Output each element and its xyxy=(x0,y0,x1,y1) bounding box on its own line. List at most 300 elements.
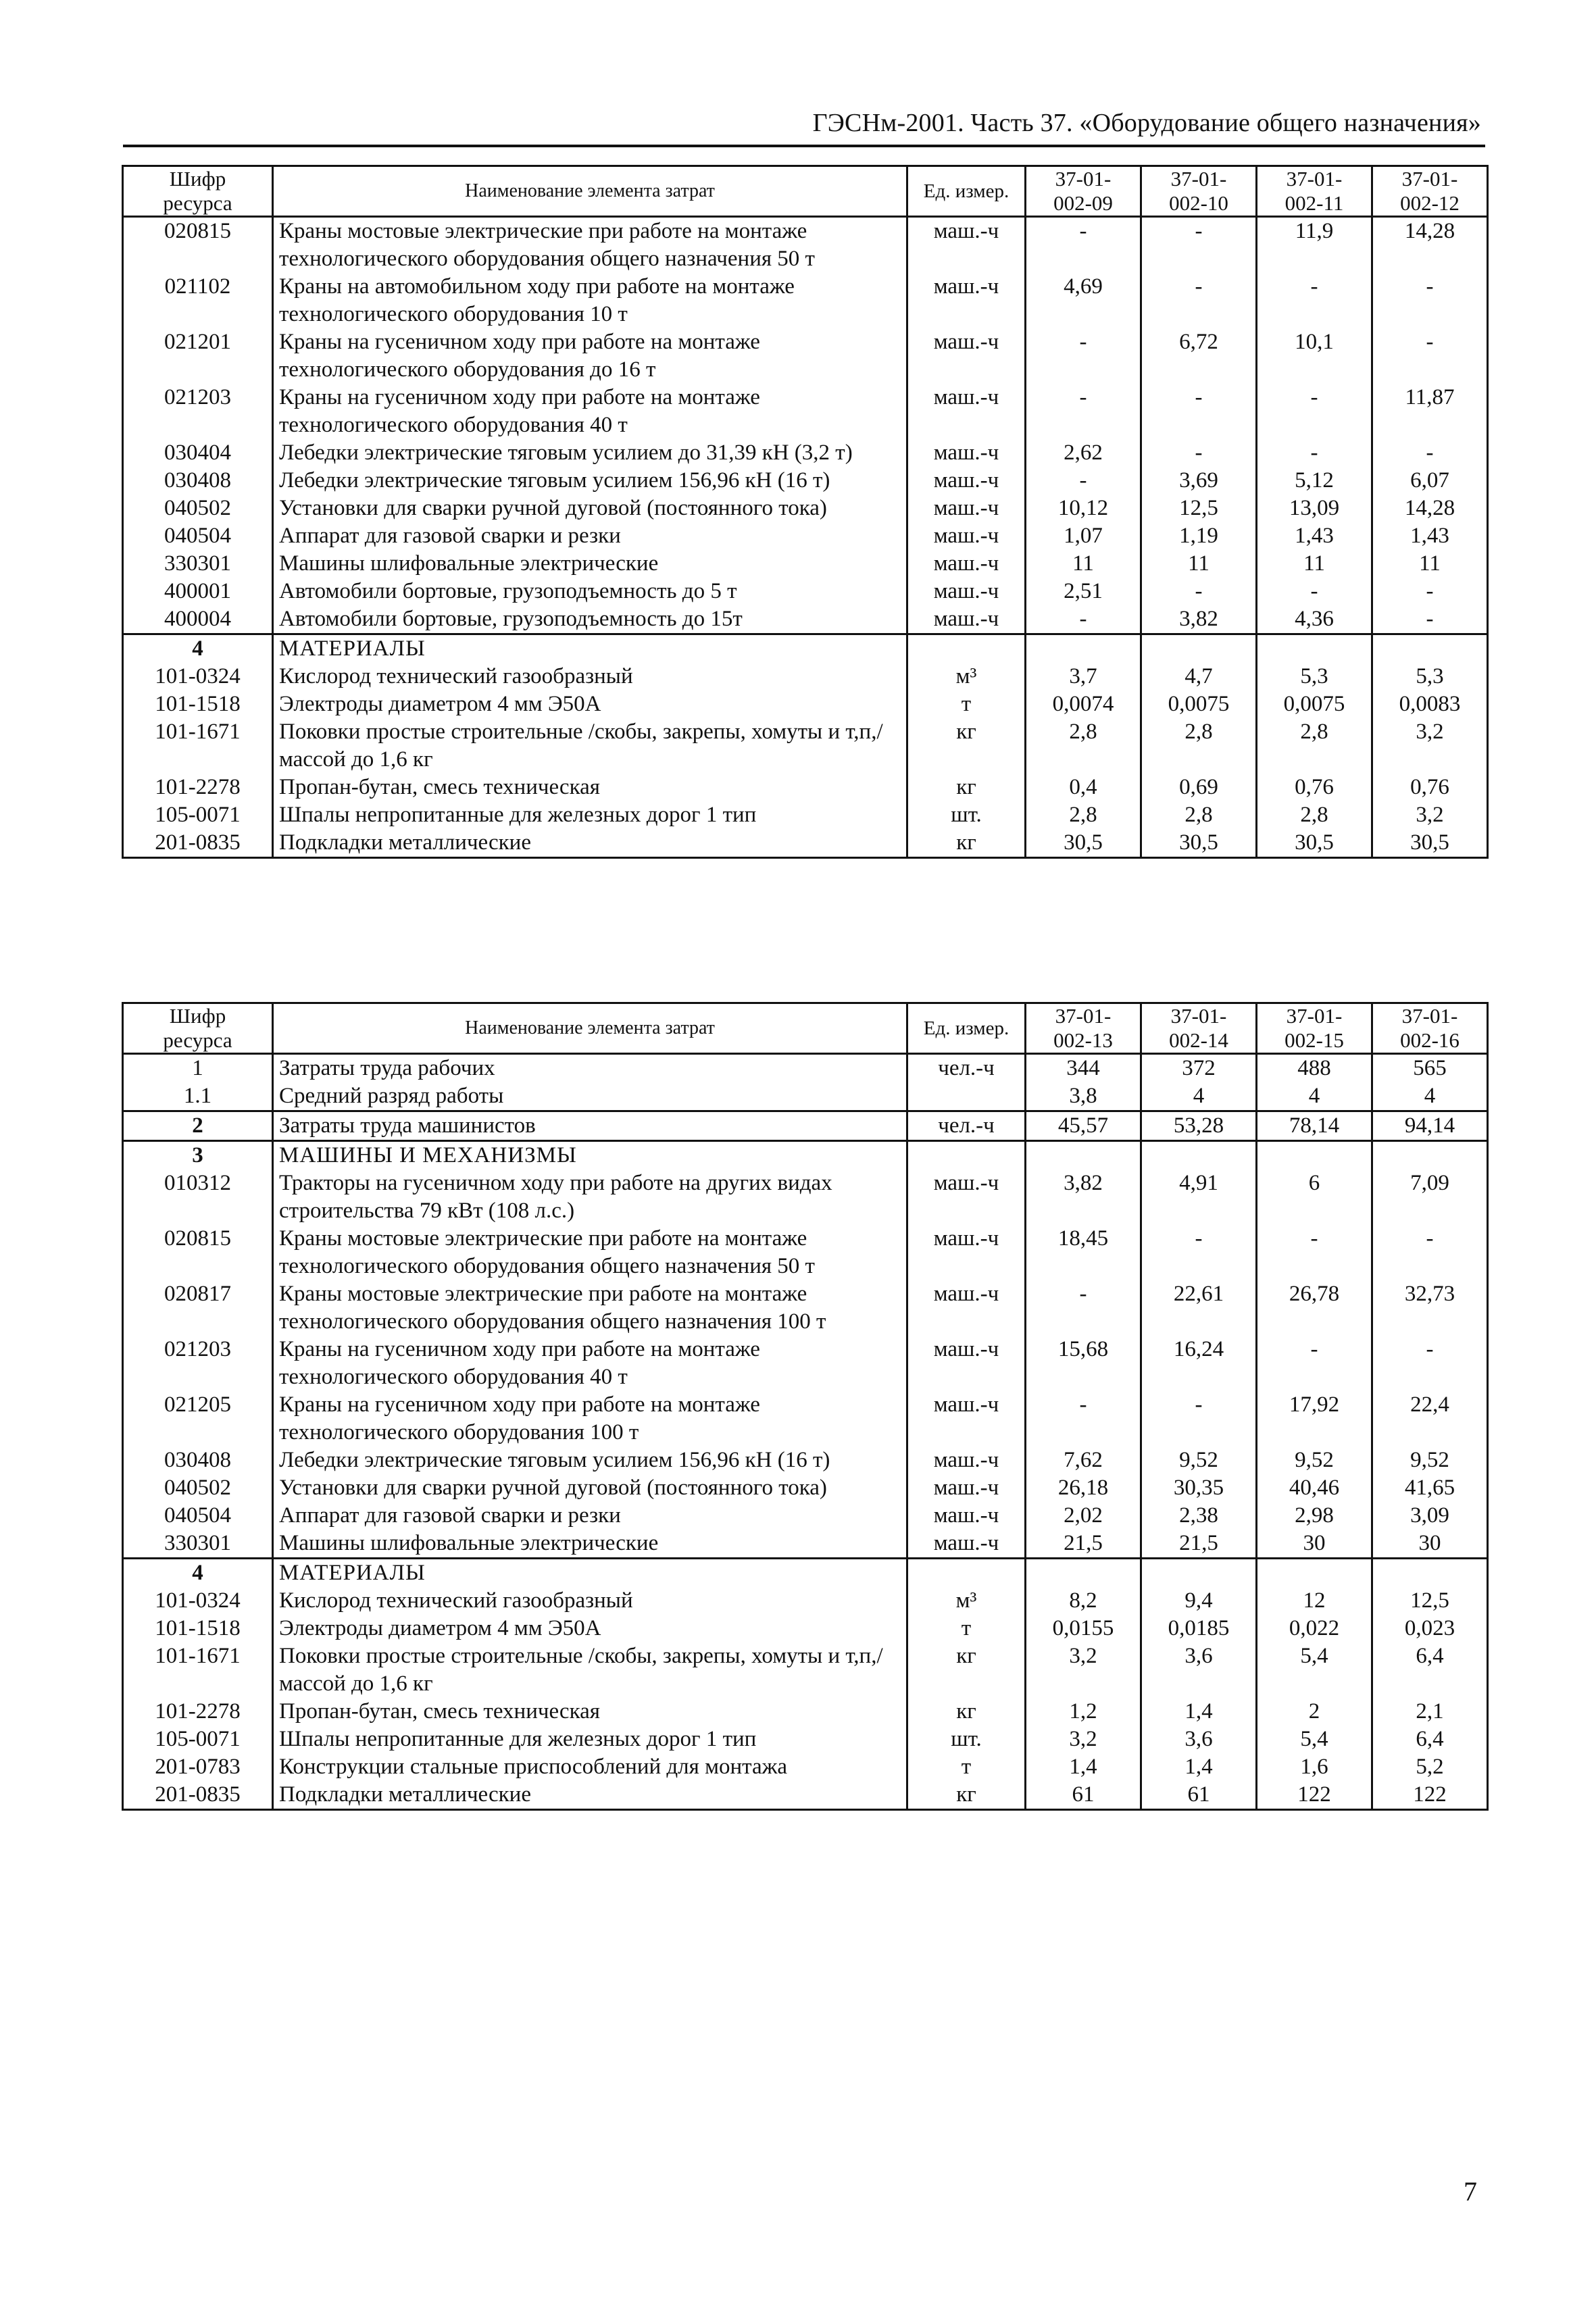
norm-value: - xyxy=(1141,578,1257,605)
resource-code: 400004 xyxy=(123,605,273,634)
norm-value: 3,6 xyxy=(1141,1642,1257,1698)
norm-value: 11 xyxy=(1141,550,1257,578)
norm-value: 3,8 xyxy=(1026,1082,1141,1111)
cost-element-name: Аппарат для газовой сварки и резки xyxy=(273,1502,907,1530)
cost-element-name: Аппарат для газовой сварки и резки xyxy=(273,522,907,550)
table-row xyxy=(123,1474,1488,1502)
norm-value: 26,18 xyxy=(1026,1474,1141,1502)
norm-value: 61 xyxy=(1141,1781,1257,1810)
table-row xyxy=(123,1502,1488,1530)
resource-code: 020815 xyxy=(123,1225,273,1280)
table-row xyxy=(123,1336,1488,1391)
norm-value: 40,46 xyxy=(1257,1474,1372,1502)
norm-value: 0,76 xyxy=(1257,774,1372,801)
norm-value: 2,1 xyxy=(1372,1698,1488,1726)
unit-of-measure xyxy=(907,1559,1026,1588)
page-number: 7 xyxy=(1464,2176,1477,2207)
norm-value: 30,35 xyxy=(1141,1474,1257,1502)
table-row xyxy=(123,774,1488,801)
resource-code: 201-0835 xyxy=(123,829,273,858)
norm-value: - xyxy=(1141,1391,1257,1447)
norm-value xyxy=(1026,1141,1141,1170)
table-section-row xyxy=(123,1141,1488,1170)
norm-value: - xyxy=(1257,439,1372,467)
norm-value: 5,3 xyxy=(1372,663,1488,690)
norm-value xyxy=(1372,634,1488,663)
col-line2: 002-16 xyxy=(1400,1028,1460,1052)
norm-value: 2 xyxy=(1257,1698,1372,1726)
norm-value: 18,45 xyxy=(1026,1225,1141,1280)
norm-value: - xyxy=(1026,467,1141,495)
header-rule xyxy=(123,145,1485,147)
resource-code: 105-0071 xyxy=(123,801,273,829)
resource-code: 4 xyxy=(123,1559,273,1588)
norm-value: 0,0185 xyxy=(1141,1615,1257,1642)
table-row xyxy=(123,439,1488,467)
norm-value: 21,5 xyxy=(1026,1530,1141,1559)
resource-code: 3 xyxy=(123,1141,273,1170)
unit-of-measure: кг xyxy=(907,1781,1026,1810)
resource-code: 030408 xyxy=(123,467,273,495)
table-header-row xyxy=(123,166,1488,217)
norm-value: 4,36 xyxy=(1257,605,1372,634)
unit-of-measure: маш.-ч xyxy=(907,1502,1026,1530)
norm-value: 4,91 xyxy=(1141,1169,1257,1225)
table-row xyxy=(123,495,1488,522)
resource-code: 030404 xyxy=(123,439,273,467)
table-row xyxy=(123,663,1488,690)
norm-value: 3,82 xyxy=(1026,1169,1141,1225)
header-column-3 xyxy=(1257,1003,1372,1054)
table-row xyxy=(123,384,1488,439)
table-row xyxy=(123,1615,1488,1642)
cost-element-name: Пропан-бутан, смесь техническая xyxy=(273,774,907,801)
cost-element-name: Машины шлифовальные электрические xyxy=(273,1530,907,1559)
norm-value: 5,4 xyxy=(1257,1726,1372,1753)
norm-value: 122 xyxy=(1257,1781,1372,1810)
cost-element-name: МАШИНЫ И МЕХАНИЗМЫ xyxy=(273,1141,907,1170)
norm-value: 2,98 xyxy=(1257,1502,1372,1530)
norm-value: 4 xyxy=(1257,1082,1372,1111)
unit-of-measure: маш.-ч xyxy=(907,1336,1026,1391)
resource-code: 040504 xyxy=(123,1502,273,1530)
unit-of-measure: маш.-ч xyxy=(907,217,1026,274)
norm-value: 1,43 xyxy=(1257,522,1372,550)
col-line1: 37-01- xyxy=(1055,167,1112,191)
norm-value: 61 xyxy=(1026,1781,1141,1810)
norm-value: 1,6 xyxy=(1257,1753,1372,1781)
norm-value: 2,8 xyxy=(1257,718,1372,774)
cost-element-name: Поковки простые строительные /скобы, закрепы, хомуты и т,п,/ массой до 1,6 кг xyxy=(273,718,907,774)
header-code-line2: ресурса xyxy=(163,1028,232,1052)
header-unit: Ед. измер. xyxy=(907,1003,1026,1054)
norm-value: 4,69 xyxy=(1026,273,1141,328)
norm-value: - xyxy=(1372,1225,1488,1280)
norm-value: 4 xyxy=(1372,1082,1488,1111)
table-row xyxy=(123,578,1488,605)
cost-element-name: Краны мостовые электрические при работе на монтаже технологического оборудования общего назначения 50 т xyxy=(273,217,907,274)
norm-value: 4,7 xyxy=(1141,663,1257,690)
cost-element-name: Кислород технический газообразный xyxy=(273,663,907,690)
cost-element-name: Тракторы на гусеничном ходу при работе на других видах строительства 79 кВт (108 л.с.) xyxy=(273,1169,907,1225)
norm-value: 3,6 xyxy=(1141,1726,1257,1753)
resource-code: 040504 xyxy=(123,522,273,550)
table-row xyxy=(123,690,1488,718)
norm-value: 2,02 xyxy=(1026,1502,1141,1530)
table-section-row xyxy=(123,1559,1488,1588)
cost-element-name: Установки для сварки ручной дуговой (постоянного тока) xyxy=(273,1474,907,1502)
cost-element-name: Машины шлифовальные электрические xyxy=(273,550,907,578)
table-body xyxy=(123,1054,1488,1810)
norm-value: 0,022 xyxy=(1257,1615,1372,1642)
norm-value: - xyxy=(1141,217,1257,274)
col-line1: 37-01- xyxy=(1055,1004,1112,1028)
col-line1: 37-01- xyxy=(1401,1004,1458,1028)
norm-value: - xyxy=(1026,1391,1141,1447)
norm-value: 1,4 xyxy=(1141,1753,1257,1781)
cost-element-name: Поковки простые строительные /скобы, закрепы, хомуты и т,п,/ массой до 1,6 кг xyxy=(273,1642,907,1698)
unit-of-measure: кг xyxy=(907,1698,1026,1726)
norm-value: 11,9 xyxy=(1257,217,1372,274)
norm-value: 372 xyxy=(1141,1054,1257,1083)
norm-value: - xyxy=(1026,1280,1141,1336)
norm-value: 30,5 xyxy=(1141,829,1257,858)
norm-value xyxy=(1372,1559,1488,1588)
resource-code: 2 xyxy=(123,1111,273,1141)
unit-of-measure: маш.-ч xyxy=(907,439,1026,467)
norm-value: 344 xyxy=(1026,1054,1141,1083)
cost-element-name: Установки для сварки ручной дуговой (постоянного тока) xyxy=(273,495,907,522)
unit-of-measure: т xyxy=(907,1615,1026,1642)
unit-of-measure: чел.-ч xyxy=(907,1054,1026,1083)
table-row xyxy=(123,1726,1488,1753)
cost-element-name: Краны на гусеничном ходу при работе на монтаже технологического оборудования 40 т xyxy=(273,384,907,439)
norm-value xyxy=(1257,1559,1372,1588)
norm-value: - xyxy=(1257,273,1372,328)
norm-value xyxy=(1141,1141,1257,1170)
norm-value xyxy=(1026,1559,1141,1588)
cost-element-name: Краны на гусеничном ходу при работе на монтаже технологического оборудования до 16 т xyxy=(273,328,907,384)
norm-value: 14,28 xyxy=(1372,217,1488,274)
norm-value: 1,4 xyxy=(1141,1698,1257,1726)
resource-code: 101-1671 xyxy=(123,718,273,774)
norm-value: 5,12 xyxy=(1257,467,1372,495)
resource-code: 105-0071 xyxy=(123,1726,273,1753)
norm-value: 4 xyxy=(1141,1082,1257,1111)
norm-value: 6,4 xyxy=(1372,1642,1488,1698)
table-row xyxy=(123,1082,1488,1111)
header-unit: Ед. измер. xyxy=(907,166,1026,217)
resource-code: 330301 xyxy=(123,1530,273,1559)
norm-value: 9,52 xyxy=(1257,1447,1372,1474)
norm-value: 2,8 xyxy=(1026,801,1141,829)
norm-value: 3,2 xyxy=(1026,1642,1141,1698)
cost-element-name: Краны на автомобильном ходу при работе на монтаже технологического оборудования 10 т xyxy=(273,273,907,328)
cost-element-name: Краны на гусеничном ходу при работе на монтаже технологического оборудования 100 т xyxy=(273,1391,907,1447)
header-column-2 xyxy=(1141,1003,1257,1054)
col-line1: 37-01- xyxy=(1286,1004,1343,1028)
norm-value xyxy=(1257,634,1372,663)
cost-element-name: Подкладки металлические xyxy=(273,829,907,858)
cost-element-name: Пропан-бутан, смесь техническая xyxy=(273,1698,907,1726)
norm-value xyxy=(1257,1141,1372,1170)
col-line2: 002-15 xyxy=(1285,1028,1344,1052)
cost-element-name: Затраты труда машинистов xyxy=(273,1111,907,1141)
page-header-title: ГЭСНм-2001. Часть 37. «Оборудование общего назначения» xyxy=(812,109,1481,137)
header-column-3 xyxy=(1257,166,1372,217)
table-row xyxy=(123,1781,1488,1810)
norm-value: 2,51 xyxy=(1026,578,1141,605)
norm-value: - xyxy=(1257,1336,1372,1391)
norm-value: 7,62 xyxy=(1026,1447,1141,1474)
resource-code: 010312 xyxy=(123,1169,273,1225)
header-code xyxy=(123,1003,273,1054)
unit-of-measure: маш.-ч xyxy=(907,384,1026,439)
norm-value: - xyxy=(1372,1336,1488,1391)
unit-of-measure: т xyxy=(907,1753,1026,1781)
table-row xyxy=(123,801,1488,829)
unit-of-measure: кг xyxy=(907,774,1026,801)
norm-value: 41,65 xyxy=(1372,1474,1488,1502)
norm-value: - xyxy=(1257,384,1372,439)
norm-value: 6,07 xyxy=(1372,467,1488,495)
header-column-4 xyxy=(1372,1003,1488,1054)
cost-element-name: Шпалы непропитанные для железных дорог 1 тип xyxy=(273,801,907,829)
table-row xyxy=(123,1225,1488,1280)
norm-value: 0,023 xyxy=(1372,1615,1488,1642)
unit-of-measure: т xyxy=(907,690,1026,718)
resource-code: 021102 xyxy=(123,273,273,328)
table-row xyxy=(123,605,1488,634)
table-row xyxy=(123,1447,1488,1474)
header-name: Наименование элемента затрат xyxy=(273,1003,907,1054)
norm-value: 12,5 xyxy=(1372,1587,1488,1615)
unit-of-measure: чел.-ч xyxy=(907,1111,1026,1141)
resource-table-2 xyxy=(122,1002,1489,1811)
col-line1: 37-01- xyxy=(1170,1004,1227,1028)
norm-value: - xyxy=(1026,328,1141,384)
norm-value: 3,09 xyxy=(1372,1502,1488,1530)
header-column-2 xyxy=(1141,166,1257,217)
table-row xyxy=(123,522,1488,550)
resource-code: 201-0835 xyxy=(123,1781,273,1810)
norm-value xyxy=(1141,1559,1257,1588)
unit-of-measure: шт. xyxy=(907,1726,1026,1753)
cost-element-name: Автомобили бортовые, грузоподъемность до 5 т xyxy=(273,578,907,605)
resource-code: 1.1 xyxy=(123,1082,273,1111)
norm-value: 21,5 xyxy=(1141,1530,1257,1559)
col-line2: 002-10 xyxy=(1169,191,1228,215)
unit-of-measure: кг xyxy=(907,718,1026,774)
unit-of-measure: маш.-ч xyxy=(907,1447,1026,1474)
norm-value: 11 xyxy=(1372,550,1488,578)
norm-value: 3,2 xyxy=(1372,801,1488,829)
table-row xyxy=(123,718,1488,774)
norm-value: 1,2 xyxy=(1026,1698,1141,1726)
norm-value: 0,0083 xyxy=(1372,690,1488,718)
table-section-row xyxy=(123,634,1488,663)
norm-value: 122 xyxy=(1372,1781,1488,1810)
resource-code: 101-1518 xyxy=(123,1615,273,1642)
resource-code: 021203 xyxy=(123,1336,273,1391)
norm-value: 30 xyxy=(1257,1530,1372,1559)
unit-of-measure: маш.-ч xyxy=(907,1530,1026,1559)
header-code xyxy=(123,166,273,217)
norm-value: 3,2 xyxy=(1026,1726,1141,1753)
header-column-1 xyxy=(1026,166,1141,217)
norm-value xyxy=(1141,634,1257,663)
unit-of-measure: маш.-ч xyxy=(907,467,1026,495)
norm-value: 1,4 xyxy=(1026,1753,1141,1781)
table-header-row xyxy=(123,1003,1488,1054)
cost-element-name: Кислород технический газообразный xyxy=(273,1587,907,1615)
norm-value: 6,72 xyxy=(1141,328,1257,384)
norm-value: 5,3 xyxy=(1257,663,1372,690)
norm-value: - xyxy=(1372,273,1488,328)
norm-value: 0,69 xyxy=(1141,774,1257,801)
resource-code: 101-2278 xyxy=(123,1698,273,1726)
table-row xyxy=(123,1753,1488,1781)
resource-table-1 xyxy=(122,165,1489,859)
header-name: Наименование элемента затрат xyxy=(273,166,907,217)
norm-value: 1,07 xyxy=(1026,522,1141,550)
cost-element-name: МАТЕРИАЛЫ xyxy=(273,1559,907,1588)
table-row xyxy=(123,1530,1488,1559)
unit-of-measure: маш.-ч xyxy=(907,495,1026,522)
unit-of-measure: кг xyxy=(907,1642,1026,1698)
cost-element-name: Краны мостовые электрические при работе на монтаже технологического оборудования общего назначения 50 т xyxy=(273,1225,907,1280)
unit-of-measure xyxy=(907,1082,1026,1111)
header-code-line1: Шифр xyxy=(169,1004,226,1028)
header-column-1 xyxy=(1026,1003,1141,1054)
norm-value: 488 xyxy=(1257,1054,1372,1083)
unit-of-measure: маш.-ч xyxy=(907,328,1026,384)
norm-value: 2,8 xyxy=(1026,718,1141,774)
resource-code: 020817 xyxy=(123,1280,273,1336)
norm-value: 78,14 xyxy=(1257,1111,1372,1141)
resource-code: 021203 xyxy=(123,384,273,439)
resource-code: 101-0324 xyxy=(123,663,273,690)
table-row xyxy=(123,550,1488,578)
norm-value: - xyxy=(1026,384,1141,439)
col-line2: 002-13 xyxy=(1053,1028,1113,1052)
norm-value: 15,68 xyxy=(1026,1336,1141,1391)
cost-element-name: Электроды диаметром 4 мм Э50А xyxy=(273,1615,907,1642)
unit-of-measure: маш.-ч xyxy=(907,1391,1026,1447)
norm-value: 94,14 xyxy=(1372,1111,1488,1141)
table-row xyxy=(123,217,1488,274)
norm-value: 5,2 xyxy=(1372,1753,1488,1781)
resource-code: 020815 xyxy=(123,217,273,274)
unit-of-measure xyxy=(907,1141,1026,1170)
norm-value: 10,1 xyxy=(1257,328,1372,384)
norm-value: 45,57 xyxy=(1026,1111,1141,1141)
norm-value: 13,09 xyxy=(1257,495,1372,522)
cost-element-name: Электроды диаметром 4 мм Э50А xyxy=(273,690,907,718)
table-row xyxy=(123,1642,1488,1698)
unit-of-measure: м³ xyxy=(907,1587,1026,1615)
cost-element-name: Краны на гусеничном ходу при работе на монтаже технологического оборудования 40 т xyxy=(273,1336,907,1391)
resource-code: 101-2278 xyxy=(123,774,273,801)
unit-of-measure: маш.-ч xyxy=(907,550,1026,578)
table-row xyxy=(123,829,1488,858)
cost-element-name: Средний разряд работы xyxy=(273,1082,907,1111)
norm-value: 9,52 xyxy=(1372,1447,1488,1474)
norm-value: 53,28 xyxy=(1141,1111,1257,1141)
norm-value: 0,4 xyxy=(1026,774,1141,801)
table-row xyxy=(123,328,1488,384)
resource-code: 400001 xyxy=(123,578,273,605)
unit-of-measure: маш.-ч xyxy=(907,605,1026,634)
norm-value: - xyxy=(1026,605,1141,634)
col-line1: 37-01- xyxy=(1401,167,1458,191)
header-code-line2: ресурса xyxy=(163,191,232,215)
norm-value: 1,43 xyxy=(1372,522,1488,550)
norm-value: 30,5 xyxy=(1026,829,1141,858)
cost-element-name: Подкладки металлические xyxy=(273,1781,907,1810)
cost-element-name: Лебедки электрические тяговым усилием 156,96 кН (16 т) xyxy=(273,1447,907,1474)
cost-element-name: Лебедки электрические тяговым усилием 156,96 кН (16 т) xyxy=(273,467,907,495)
norm-value: 5,4 xyxy=(1257,1642,1372,1698)
norm-value: 0,0075 xyxy=(1257,690,1372,718)
norm-value: 2,38 xyxy=(1141,1502,1257,1530)
norm-value: 9,52 xyxy=(1141,1447,1257,1474)
norm-value: 2,8 xyxy=(1141,801,1257,829)
col-line1: 37-01- xyxy=(1170,167,1227,191)
resource-code: 040502 xyxy=(123,495,273,522)
norm-value: 16,24 xyxy=(1141,1336,1257,1391)
resource-code: 021201 xyxy=(123,328,273,384)
unit-of-measure: маш.-ч xyxy=(907,1474,1026,1502)
col-line2: 002-11 xyxy=(1285,191,1344,215)
norm-value xyxy=(1372,1141,1488,1170)
norm-value: 3,69 xyxy=(1141,467,1257,495)
norm-value: 7,09 xyxy=(1372,1169,1488,1225)
table-body xyxy=(123,217,1488,858)
resource-code: 201-0783 xyxy=(123,1753,273,1781)
norm-value: 6 xyxy=(1257,1169,1372,1225)
norm-value: - xyxy=(1026,217,1141,274)
norm-value: - xyxy=(1257,578,1372,605)
resource-code: 040502 xyxy=(123,1474,273,1502)
norm-value: 565 xyxy=(1372,1054,1488,1083)
norm-value: 17,92 xyxy=(1257,1391,1372,1447)
col-line2: 002-14 xyxy=(1169,1028,1228,1052)
table-row xyxy=(123,1280,1488,1336)
resource-code: 101-0324 xyxy=(123,1587,273,1615)
unit-of-measure: маш.-ч xyxy=(907,578,1026,605)
resource-code: 330301 xyxy=(123,550,273,578)
norm-value: - xyxy=(1141,384,1257,439)
unit-of-measure: маш.-ч xyxy=(907,1169,1026,1225)
norm-value: - xyxy=(1372,605,1488,634)
norm-value: 2,62 xyxy=(1026,439,1141,467)
norm-value: 26,78 xyxy=(1257,1280,1372,1336)
unit-of-measure xyxy=(907,634,1026,663)
unit-of-measure: м³ xyxy=(907,663,1026,690)
cost-element-name: Затраты труда рабочих xyxy=(273,1054,907,1083)
norm-value: 30,5 xyxy=(1372,829,1488,858)
cost-element-name: МАТЕРИАЛЫ xyxy=(273,634,907,663)
resource-code: 1 xyxy=(123,1054,273,1083)
norm-value: 0,0074 xyxy=(1026,690,1141,718)
col-line2: 002-09 xyxy=(1053,191,1113,215)
norm-value: 11 xyxy=(1026,550,1141,578)
cost-element-name: Конструкции стальные приспособлений для монтажа xyxy=(273,1753,907,1781)
norm-value: 2,8 xyxy=(1141,718,1257,774)
unit-of-measure: маш.-ч xyxy=(907,522,1026,550)
cost-element-name: Шпалы непропитанные для железных дорог 1 тип xyxy=(273,1726,907,1753)
